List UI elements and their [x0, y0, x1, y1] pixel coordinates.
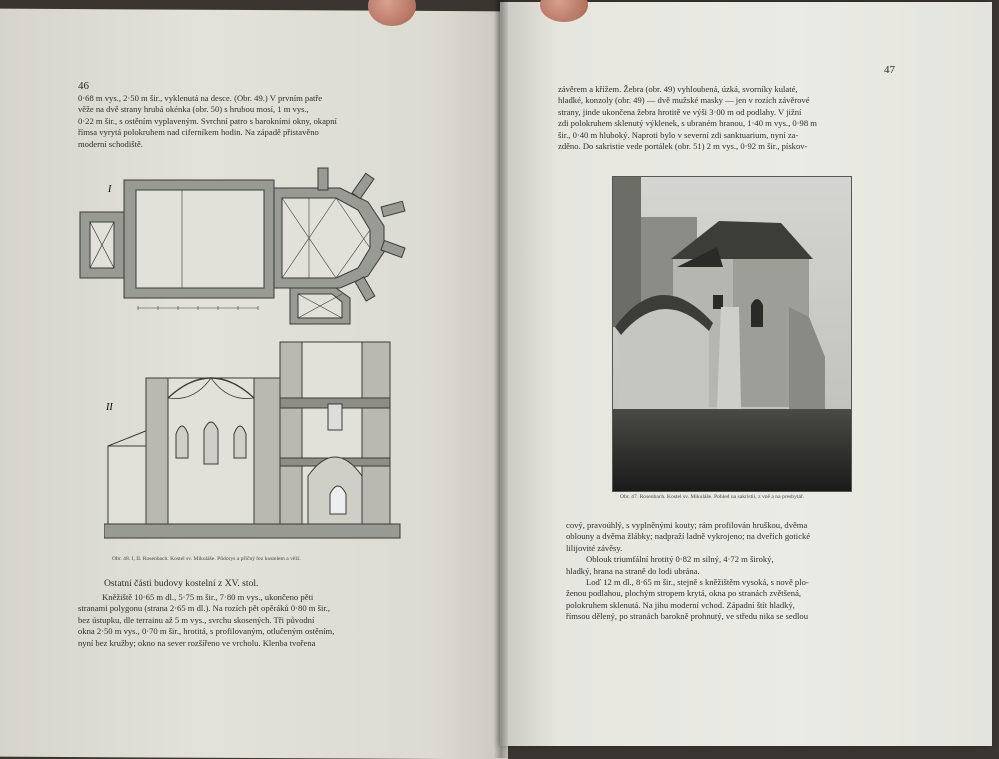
text-line: ženou podlahou, plochým stropem krytá, okna po stranách zvětšená,: [566, 588, 802, 599]
text-line: moderní schodiště.: [78, 138, 143, 149]
text-line: zdi polokruhem sklenutý výklenek, s ubraném hranou, 1·40 m vys., 0·98 m: [558, 118, 817, 129]
text-line: závěrem a křížem. Žebra (obr. 49) vyhloubená, úzká, svorníky kulaté,: [558, 84, 798, 94]
section-heading: Ostatní části budovy kostelní z XV. stol.: [104, 578, 259, 589]
text-line: věže na dvě strany hrubá okénka (obr. 50) s hrubou mosí, 1 m vys.,: [78, 104, 309, 115]
left-page-number: 46: [78, 80, 89, 92]
right-body-text: [566, 520, 910, 623]
text-line: Oblouk triumfální hrotitý 0·82 m silný, 4·72 m široký,: [586, 554, 774, 565]
text-line: bez ústupku, dle terrainu až 5 m vys., svrchu skosených. Tři původní: [78, 614, 315, 625]
text-line: nyní bez kružby; okno na sever rozšířeno ve vrcholu. Klenba tvořena: [78, 637, 316, 648]
text-line: polokruhem sklenutá. Na jihu moderní vchod. Západní štít hladký,: [566, 599, 795, 610]
figure-label-i: I: [108, 184, 112, 195]
text-line: strany, jinde ukončena žebra hrotitě ve výši 3·00 m od podlahy. V jižní: [558, 106, 802, 117]
text-line: 0·68 m vys., 2·50 m šir., vyklenutá na desce. (Obr. 49.) V prvním patře: [78, 93, 323, 103]
text-line: okna 2·50 m vys., 0·70 m šir., hrotitá, s profilovaným, otlučeným ostěním,: [78, 626, 335, 637]
book-gutter: [494, 0, 508, 758]
text-line: stranami polygonu (strana 2·65 m dl.). Na rozích pět opěráků 0·80 m šir.,: [78, 603, 331, 614]
floor-plan-drawing: [78, 160, 423, 330]
church-photograph: [612, 176, 852, 492]
text-line: hladké, konzoly (obr. 49) — dvě mužské masky — jen v rozích závěrové: [558, 95, 810, 106]
text-line: cový, pravoúhlý, s vyplněnými kouty; rám profilován hruškou, dvěma: [566, 520, 808, 530]
text-line: římsa vyrytá polokruhem nad ciferníkem hodin. Na západě přistavěno: [78, 127, 319, 138]
text-line: 0·22 m šir., s ostěním vyplaveným. Svrchní patro s barokními okny, okapní: [78, 115, 337, 126]
text-line: lilijovité závěsy.: [566, 542, 623, 553]
text-line: oblouny a dvěma žlábky; nadpraží ladně vykrojeno; na dveřích gotické: [566, 531, 811, 542]
text-line: hladký, hrana na straně do lodi ubrána.: [566, 565, 700, 576]
left-body-text: [78, 592, 436, 649]
right-page-number: 47: [884, 64, 895, 76]
section-drawing: [104, 338, 404, 548]
text-line: římsou dělený, po stranách barokně prohnutý, ve středu nika se sedlou: [566, 611, 808, 622]
text-line: Kněžiště 10·65 m dl., 5·75 m šir., 7·80 m vys., ukončeno pěti: [102, 592, 314, 602]
left-top-text: [78, 93, 428, 150]
text-line: šir., 0·40 m hluboký. Naproti bylo v severní zdi sanktuarium, nyní za-: [558, 129, 799, 140]
text-line: zděno. Do sakristie vede portálek (obr. 51) 2 m vys., 0·92 m šir., pískov-: [558, 141, 808, 152]
photo-caption: Obr. 47. Rosenbach. Kostel sv. Mikuláše. Pohled na sakristii, z vně a na presbytář.: [620, 494, 805, 500]
figure-caption: Obr. 48. I, II. Rosenbach. Kostel sv. Mikuláše. Půdorys a příčný řez kostelem a věží.: [112, 556, 301, 562]
right-top-text: [558, 84, 910, 152]
figure-label-ii: II: [106, 402, 113, 413]
text-line: Loď 12 m dl., 8·65 m šir., stejně s kněžištěm vysoká, s nově plo-: [586, 577, 809, 588]
